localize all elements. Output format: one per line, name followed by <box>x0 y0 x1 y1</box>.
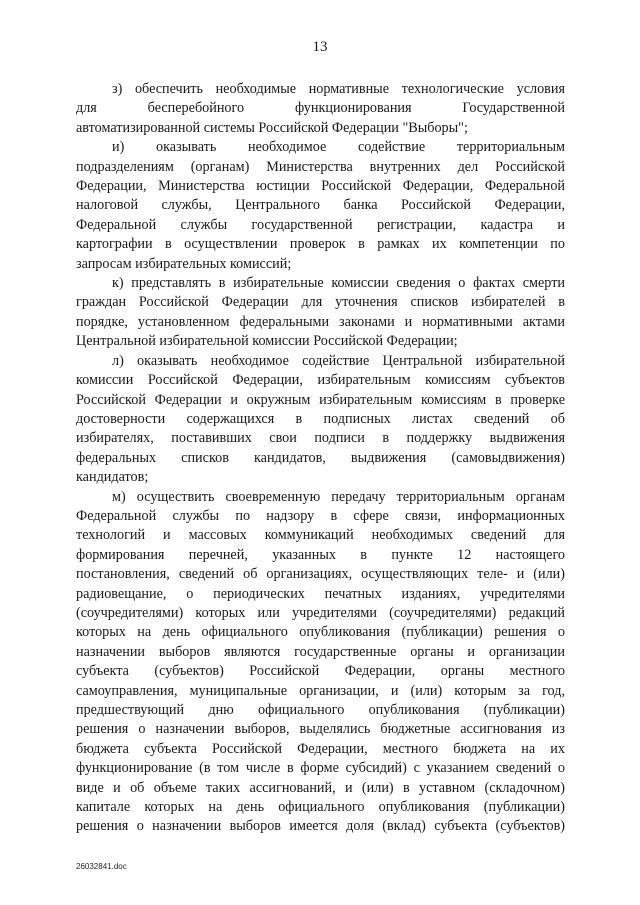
text-line: к) представлять в избирательные комиссии сведения о фактах смерти <box>112 275 565 292</box>
text-line: картографии в осуществлении проверок в рамках их компетенции по <box>76 236 565 253</box>
text-line: предшествующий дню официального опубликования (публикации) <box>76 702 565 718</box>
text-line: комиссии Российской Федерации, избирательным комиссиям субъектов <box>76 372 565 389</box>
text-line: федеральных списков кандидатов, выдвижения (самовыдвижения) <box>76 449 565 466</box>
text-line: виде и об объеме таких ассигнований, и (или) в уставном (складочном) <box>76 779 565 796</box>
paragraph-z <box>76 80 565 138</box>
text-line: субъекта (субъектов) Российской Федерации, органы местного <box>76 663 565 680</box>
text-line: которых на день официального опубликования (публикации) решения о <box>76 624 565 641</box>
text-line: автоматизированной системы Российской Федерации "Выборы"; <box>76 119 468 136</box>
paragraph-l <box>76 352 565 488</box>
text-line: налоговой службы, Центрального банка Российской Федерации, <box>76 197 565 214</box>
text-line: подразделениям (органам) Министерства внутренних дел Российской <box>76 158 565 175</box>
text-line: л) оказывать необходимое содействие Центральной избирательной <box>112 352 565 369</box>
text-line: технологий и массовых коммуникаций необходимых сведений для <box>76 527 565 544</box>
text-line: постановления, сведений об организациях, осуществляющих теле- и (или) <box>76 566 565 583</box>
text-line: функционирование (в том числе в форме субсидий) с указанием сведений о <box>76 760 565 777</box>
page-number: 13 <box>312 39 328 55</box>
text-line: кандидатов; <box>76 469 149 486</box>
text-line: избирателях, поставивших свои подписи в поддержку выдвижения <box>76 430 565 447</box>
text-line: м) осуществить своевременную передачу территориальным органам <box>112 488 565 505</box>
text-line: для бесперебойного функционирования Государственной <box>76 100 565 117</box>
text-line: порядке, установленном федеральными законами и нормативными актами <box>76 313 565 330</box>
text-line: самоуправления, муниципальные организации, и (или) которым за год, <box>76 682 565 699</box>
text-line: капитале которых на день официального опубликования (публикации) <box>76 799 565 816</box>
text-line: назначении выборов являются государственные органы и организации <box>76 643 565 660</box>
text-line: и) оказывать необходимое содействие территориальным <box>112 139 565 156</box>
text-line: бюджета субъекта Российской Федерации, местного бюджета на их <box>76 740 565 757</box>
document-body <box>76 80 565 837</box>
text-line: з) обеспечить необходимые нормативные технологические условия <box>112 81 565 97</box>
text-line: Федеральной службы по надзору в сфере связи, информационных <box>76 507 565 524</box>
text-line: Центральной избирательной комиссии Российской Федерации; <box>76 333 458 350</box>
text-line: Российской Федерации и окружным избирательным комиссиям в проверке <box>76 391 565 408</box>
text-line: Федеральной службы государственной регистрации, кадастра и <box>76 216 565 233</box>
text-line: решения о назначении выборов имеется доля (вклад) субъекта (субъектов) <box>76 818 565 835</box>
text-line: запросам избирательных комиссий; <box>76 255 292 272</box>
document-filename: 26032841.doc <box>76 862 127 871</box>
text-line: решения о назначении выборов, выделялись бюджетные ассигнования из <box>76 721 565 738</box>
text-line: радиовещание, о периодических печатных изданиях, учредителями <box>76 585 565 602</box>
text-line: граждан Российской Федерации для уточнения списков избирателей в <box>76 294 565 311</box>
text-line: Федерации, Министерства юстиции Российской Федерации, Федеральной <box>76 178 565 195</box>
paragraph-i <box>76 138 565 274</box>
text-line: формирования перечней, указанных в пункте 12 настоящего <box>76 546 565 563</box>
text-line: достоверности содержащихся в подписных листах сведений об <box>76 410 565 427</box>
text-line: (соучредителями) которых или учредителями (соучредителями) редакций <box>76 604 565 621</box>
paragraph-k <box>76 274 565 352</box>
paragraph-m <box>76 488 565 837</box>
